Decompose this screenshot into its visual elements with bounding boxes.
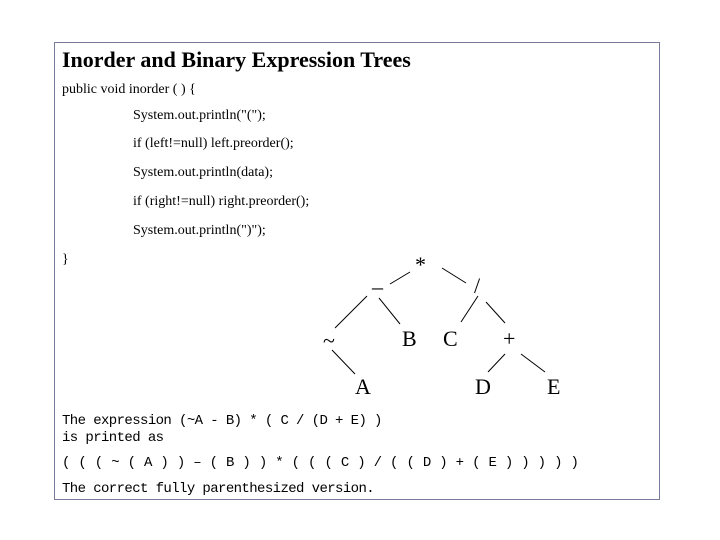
- edge-tilde-a: [332, 350, 355, 374]
- tree-node-b: B: [402, 326, 417, 351]
- tree-node-plus: +: [503, 326, 516, 351]
- code-line-print-close: System.out.println(")");: [133, 223, 266, 238]
- edge-root-divide: [442, 268, 466, 283]
- edge-minus-tilde: [335, 296, 367, 328]
- tree-node-tilde: ~: [323, 328, 335, 353]
- edge-plus-d: [488, 354, 505, 372]
- edge-divide-c: [461, 296, 478, 322]
- tree-node-d: D: [475, 374, 491, 399]
- edge-root-minus: [390, 272, 410, 284]
- edge-minus-b: [379, 298, 400, 324]
- tree-node-a: A: [355, 374, 371, 399]
- tree-node-c: C: [443, 326, 458, 351]
- edge-divide-plus: [486, 302, 505, 323]
- code-line-signature: public void inorder ( ) {: [62, 82, 196, 97]
- printed-as-label: is printed as: [62, 430, 164, 446]
- slide-title: Inorder and Binary Expression Trees: [62, 47, 411, 72]
- code-line-left-call: if (left!=null) left.preorder();: [133, 136, 294, 151]
- expression-text: The expression (~A - B) * ( C / (D + E) ): [62, 413, 382, 429]
- fully-parenthesized-note: The correct fully parenthesized version.: [62, 481, 375, 497]
- code-line-closing-brace: }: [62, 252, 69, 267]
- code-line-right-call: if (right!=null) right.preorder();: [133, 194, 310, 209]
- tree-node-multiply: *: [415, 252, 426, 277]
- tree-node-minus: –: [372, 274, 383, 299]
- edge-plus-e: [521, 354, 545, 372]
- tree-node-e: E: [547, 374, 561, 399]
- printed-output: ( ( ( ~ ( A ) ) – ( B ) ) * ( ( ( C ) / ( ( D ) + ( E ) ) ) ) ): [62, 455, 579, 471]
- code-line-print-open: System.out.println("(");: [133, 108, 266, 123]
- tree-node-divide: /: [474, 273, 481, 298]
- code-line-print-data: System.out.println(data);: [133, 165, 273, 180]
